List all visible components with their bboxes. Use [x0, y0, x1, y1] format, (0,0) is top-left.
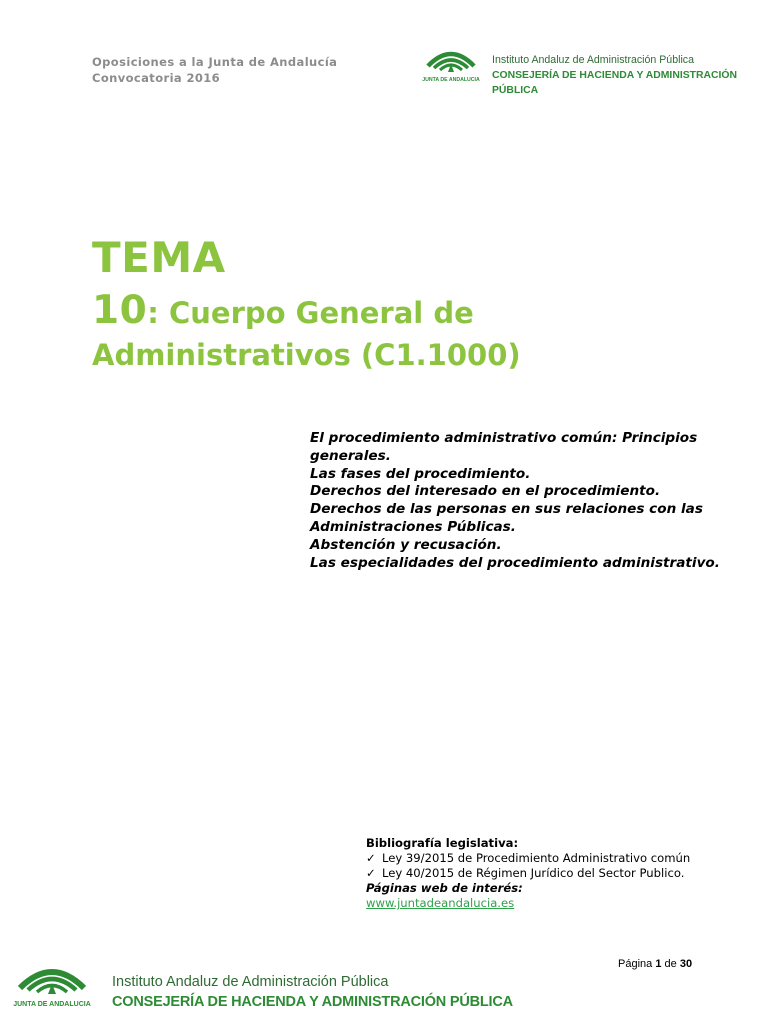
checkmark-icon: ✓	[366, 851, 376, 865]
header-document-info	[92, 54, 337, 86]
web-heading: Páginas web de interés:	[366, 881, 523, 895]
page-current: 1	[655, 958, 662, 970]
junta-andalucia-logo-icon	[422, 44, 480, 84]
law-item	[366, 851, 706, 866]
page-of: de	[664, 958, 677, 970]
page-title-subject	[92, 290, 521, 376]
law-text: Ley 39/2015 de Procedimiento Administrativo común	[382, 851, 691, 865]
title-line2: Administrativos (C1.1000)	[92, 338, 521, 372]
page-label: Página	[618, 958, 653, 970]
page-number	[618, 958, 692, 970]
topic-item: Derechos del interesado en el procedimiento.	[310, 483, 661, 500]
checkmark-icon: ✓	[366, 866, 376, 880]
junta-website-link[interactable]: www.juntadeandalucia.es	[366, 896, 515, 910]
topic-item: El procedimiento administrativo común: Principios generales.	[310, 430, 698, 464]
footer-ministry-name: CONSEJERÍA DE HACIENDA Y ADMINISTRACIÓN PÚBLICA	[112, 994, 513, 1010]
header-call-year: Convocatoria 2016	[92, 71, 221, 85]
law-item	[366, 866, 706, 881]
topic-number: 10	[92, 288, 148, 333]
footer-logo-caption: JUNTA DE ANDALUCIA	[13, 1001, 91, 1008]
bibliography-heading: Bibliografía legislativa:	[366, 836, 519, 850]
page-total: 30	[679, 958, 693, 970]
header-ministry-name: CONSEJERÍA DE HACIENDA Y ADMINISTRACIÓN PÚBLICA	[492, 70, 737, 96]
page-title-tema: TEMA	[92, 233, 226, 282]
topic-item: Las especialidades del procedimiento administrativo.	[310, 554, 720, 571]
header-exam-title: Oposiciones a la Junta de Andalucía	[92, 55, 338, 69]
law-text: Ley 40/2015 de Régimen Jurídico del Sector Publico.	[382, 866, 685, 880]
topic-item: Derechos de las personas en sus relaciones con las Administraciones Públicas.	[310, 501, 703, 535]
footer-institute-name: Instituto Andaluz de Administración Pública	[112, 974, 389, 990]
footer-institution	[112, 972, 513, 1012]
title-line1: : Cuerpo General de	[147, 296, 474, 330]
footer-junta-andalucia-logo-icon	[12, 958, 92, 1010]
bibliography-box	[366, 836, 706, 911]
topic-list	[310, 430, 730, 572]
header-institution	[492, 53, 768, 98]
topic-item: Las fases del procedimiento.	[310, 465, 531, 482]
header-institute-name: Instituto Andaluz de Administración Pública	[492, 54, 694, 66]
topic-item: Abstención y recusación.	[310, 536, 502, 553]
header-logo-caption: JUNTA DE ANDALUCIA	[422, 77, 480, 83]
